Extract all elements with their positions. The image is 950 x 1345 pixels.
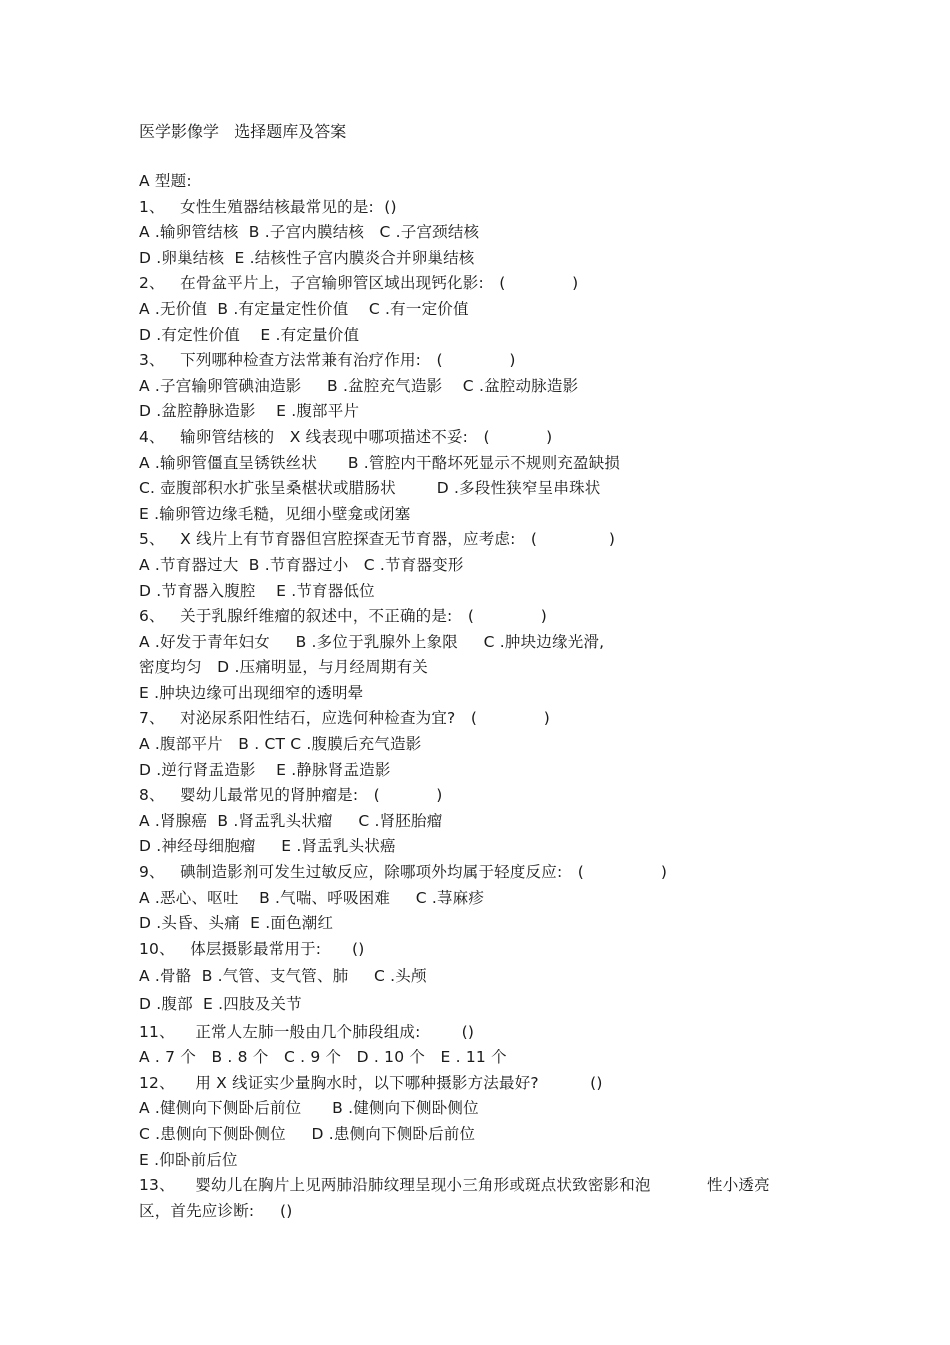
text-line: D .头昏、头痛 E .面色潮红 [139, 914, 334, 933]
text-line: D .节育器入腹腔 E .节育器低位 [139, 581, 375, 600]
text-line: E .肿块边缘可出现细窄的透明晕 [139, 683, 364, 702]
text-line: A .好发于青年妇女 B .多位于乳腺外上象限 C .肿块边缘光滑, [139, 632, 605, 651]
text-line: D .盆腔静脉造影 E .腹部平片 [139, 402, 360, 421]
text-line: A .子宫输卵管碘油造影 B .盆腔充气造影 C .盆腔动脉造影 [139, 376, 579, 395]
text-line: E .仰卧前后位 [139, 1150, 238, 1169]
question-line: 9、 碘制造影剂可发生过敏反应，除哪项外均属于轻度反应: ( ) [139, 863, 668, 882]
text-line: A .无价值 B .有定量定性价值 C .有一定价值 [139, 299, 469, 318]
question-line: 5、 X 线片上有节育器但宫腔探查无节育器，应考虑: ( ) [139, 530, 616, 549]
question-line: 13、 婴幼儿在胸片上见两肺沿肺纹理呈现小三角形或斑点状致密影和泡 性小透亮 [139, 1176, 770, 1195]
text-line: C. 壶腹部积水扩张呈桑椹状或腊肠状 D .多段性狭窄呈串珠状 [139, 479, 601, 498]
text-line: A .节育器过大 B .节育器过小 C .节育器变形 [139, 555, 464, 574]
text-line: A .输卵管僵直呈锈铁丝状 B .管腔内干酪坏死显示不规则充盈缺损 [139, 453, 621, 472]
text-line: D .神经母细胞瘤 E .肾盂乳头状癌 [139, 837, 396, 856]
text-line: A . 7 个 B . 8 个 C . 9 个 D . 10 个 E . 11 个 [139, 1048, 507, 1067]
text-line: A .输卵管结核 B .子宫内膜结核 C .子宫颈结核 [139, 223, 480, 242]
page-title: 医学影像学 选择题库及答案 [139, 122, 347, 141]
document-body [139, 169, 839, 1224]
text-line: A .骨骼 B .气管、支气管、肺 C .头颅 [139, 967, 427, 986]
text-line: A 型题: [139, 172, 192, 190]
text-line: A .腹部平片 B . CT C .腹膜后充气造影 [139, 735, 422, 754]
question-line: 10、 体层摄影最常用于: () [139, 939, 365, 958]
question-line: 2、 在骨盆平片上，子宫输卵管区域出现钙化影: ( ) [139, 274, 579, 293]
question-line: 4、 输卵管结核的 X 线表现中哪项描述不妥: ( ) [139, 427, 553, 446]
question-line: 1、 女性生殖器结核最常见的是: () [139, 197, 397, 216]
text-line: 密度均匀 D .压痛明显，与月经周期有关 [139, 658, 428, 677]
text-line: A .恶心、呕吐 B .气喘、呼吸困难 C .荨麻疹 [139, 888, 485, 907]
text-line: E .输卵管边缘毛糙，见细小壁龛或闭塞 [139, 504, 411, 523]
text-line: C .患侧向下侧卧侧位 D .患侧向下侧卧后前位 [139, 1124, 476, 1143]
text-line: D .逆行肾盂造影 E .静脉肾盂造影 [139, 760, 391, 779]
question-line: 6、 关于乳腺纤维瘤的叙述中，不正确的是: ( ) [139, 607, 547, 626]
text-line: A .健侧向下侧卧后前位 B .健侧向下侧卧侧位 [139, 1099, 479, 1118]
question-line: 3、 下列哪种检查方法常兼有治疗作用: ( ) [139, 351, 516, 370]
text-line: A .肾腺癌 B .肾盂乳头状瘤 C .肾胚胎瘤 [139, 811, 443, 830]
text-line: 区，首先应诊断: () [139, 1201, 293, 1220]
question-line: 11、 正常人左肺一般由几个肺段组成: () [139, 1022, 475, 1041]
text-line: D .有定性价值 E .有定量价值 [139, 325, 360, 344]
question-line: 8、 婴幼儿最常见的肾肿瘤是: ( ) [139, 786, 443, 805]
text-line: D .腹部 E .四肢及关节 [139, 995, 302, 1013]
question-line: 12、 用 X 线证实少量胸水时，以下哪种摄影方法最好? () [139, 1073, 603, 1092]
question-line: 7、 对泌尿系阳性结石，应选何种检查为宜? ( ) [139, 709, 550, 728]
text-line: D .卵巢结核 E .结核性子宫内膜炎合并卵巢结核 [139, 248, 475, 267]
